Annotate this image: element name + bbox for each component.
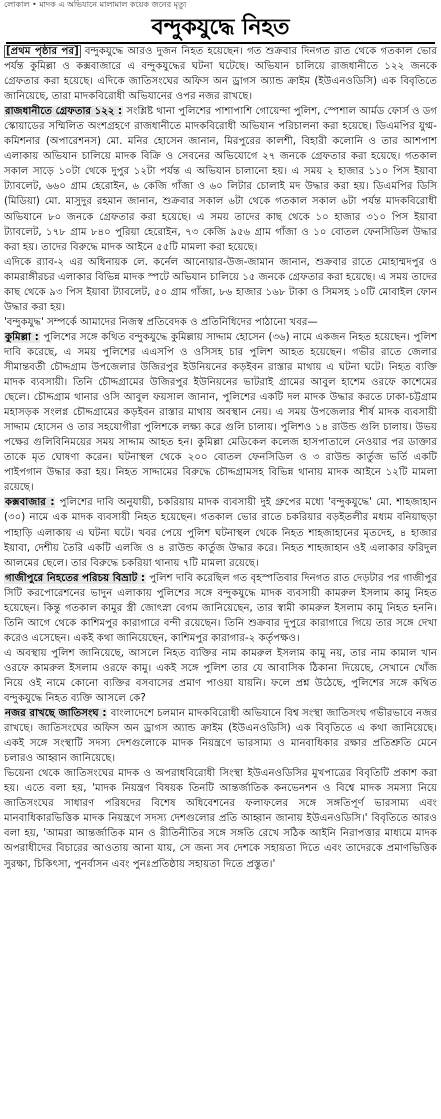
gazipur-text-2: এ অবস্থায় পুলিশ জানিয়েছে, আসলে নিহত ব্যক্তির নাম কামরুল ইসলাম কামু নয়, তার নাম কামাল খান ওরফে কামরুল ইসলাম ওরফে কামু। একই সঙ্গে পুলিশ তার যে আবাসিক ঠিকানা দিয়েছে, সেখানে খোঁজ নিয়ে ওই নামে কোনো ব্যক্তির বসবাসের প্রমাণ পাওয়া যায়নি। ফলে প্রশ্ন উঠেছে, পুলিশের সঙ্গে কথিত বন্দুকযুদ্ধে নিহত ব্যক্তি আসলে কে?	[4, 647, 437, 705]
intro-text: বন্দুকযুদ্ধে আরও দুজন নিহত হয়েছেন। গত শুক্রবার দিনগত রাত থেকে গতকাল ভোর পর্যন্ত কুমিল্লা ও কক্সবাজারে এ বন্দুকযুদ্ধের ঘটনা ঘটেছে। অভিযান চালিয়ে রাজধানীতে ১২২ জনকে গ্রেফতার করা হয়েছে। এদিকে জাতিসংঘের অফিস অন ড্রাগস অ্যান্ড ক্রাইম (ইউএনওডিসি) এক বিবৃতিতে জানিয়েছে, তারা মাদকবিরোধী অভিযানের ওপর নজর রাখছে।	[4, 46, 437, 103]
intro-paragraph	[4, 44, 437, 104]
reporters-note	[4, 315, 437, 330]
un-text-2: ভিয়েনা থেকে জাতিসংঘের মাদক ও অপরাধবিরোধী সিংস্থা ইউএনওডিসির মুখপাত্রের বিবৃতিটি প্রকাশ করা হয়। এতে বলা হয়, 'মাদক নিয়ন্ত্রণ বিষয়ক তিনটি আন্তর্জাতিক কনভেনশন ও বিশ্বে মাদক সমস্যা নিয়ে জাতিসংঘের সাধারণ পরিষদের বিশেষ অধিবেশনের ফলাফলের সঙ্গে সঙ্গতিপূর্ণ ভারসাম্য এবং মানবাধিকারভিত্তিক মাদক নিয়ন্ত্রণে সদস্য দেশগুলোর প্রতি আহ্বান জানায় ইউএনওডিসি।' বিবৃতিতে আরও বলা হয়, 'আমরা আন্তর্জাতিক মান ও রীতিনীতির সঙ্গে সঙ্গতি রেখে সঠিক আইনি নিরাপত্তার মাধ্যমে মাদক অপরাধীদের বিচারের আওতায় আনা যায়, সে জন্য সব দেশকে সহায়তা দিতে এবং তাদেরকে প্রমাণভিত্তিক সুরক্ষা, চিকিৎসা, পুনর্বাসন এবং পুনঃপ্রতিষ্ঠায় সহায়তা দিতে প্রস্তুত।'	[4, 768, 437, 870]
capital-text: সংশ্লিষ্ট থানা পুলিশের পাশাপাশি গোয়েন্দা পুলিশ, স্পেশাল আর্মড ফোর্স ও ডগ স্কোয়াডের সম্মিলিত অংশগ্রহণে রাজধানীতে মাদকবিরোধী অভিযান পরিচালনা করা হয়েছে। ডিএমপির যুগ্ম-কমিশনার (অপারেশনস) মো. মনির হোসেন জানান, মিরপুরের কালশী, বিহারী কলোনি ও তার আশপাশ এলাকায় অভিযান চালিয়ে মাদক বিক্রি ও সেবনের অভিযোগে ২৭ জনকে গ্রেফতার করা হয়েছে। গতকাল সকাল সাড়ে ১০টা থেকে দুপুর ১২টা পর্যন্ত এ অভিযান চালানো হয়। এ সময় ২ হাজার ১১০ পিস ইয়াবা ট্যাবলেট, ৬৬০ গ্রাম হেরোইন, ৬ কেজি গাঁজা ও ৬০ লিটার চোলাই মদ উদ্ধার করা হয়। ডিএমপির ডিসি (মিডিয়া) মো. মাসুদুর রহমান জানান, শুক্রবার সকাল ৬টা থেকে গতকাল সকাল ৬টা পর্যন্ত মাদকবিরোধী অভিযানে ৮০ জনকে গ্রেফতার করা হয়েছে। এ সময় তাদের কাছ থেকে ১০ হাজার ৩১০ পিস ইয়াবা ট্যাবলেট, ১৭৮ গ্রাম ৮৪০ পুরিয়া হেরোইন, ৭৩ কেজি ৯৫৬ গ্রাম গাঁজা ও ১০ বোতল ফেনসিডিল উদ্ধার করা হয়। তাদের বিরুদ্ধে মাদক আইনে ৫৫টি মামলা করা হয়েছে।	[4, 106, 437, 253]
article-body	[4, 44, 437, 1116]
comilla-text: পুলিশের সঙ্গে কথিত বন্দুকযুদ্ধে কুমিল্লায় সাদ্দাম হোসেন (৩৬) নামে একজন নিহত হয়েছেন। পুলিশ দাবি করেছে, এ সময় পুলিশের এএসপি ও ওসিসহ চার পুলিশ আহত হয়েছেন। গভীর রাতে জেলার সীমান্তবর্তী চৌদ্দগ্রাম উপজেলার উজিরপুর ইউনিয়নের কড়ইবন রাস্তার মাথায় এ ঘটনা ঘটে। নিহত ব্যক্তি মাদক ব্যবসায়ী। তিনি চৌদ্দগ্রামের উজিরপুর ইউনিয়নের ভাটরাই গ্রামের আবুল হাশেম ওরফে কাশেমের ছেলে। চৌদ্দগ্রাম থানার ওসি আবুল ফয়সাল জানান, পুলিশের একটি দল মাদক উদ্ধার করতে ঢাকা-চট্টগ্রাম মহাসড়ক সংলগ্ন চৌদ্দগ্রামের কড়ইবন রাস্তার মাথায় অবস্থান নেয়। এ সময় উপজেলার শীর্ষ মাদক ব্যবসায়ী সাদ্দাম হোসেন ও তার সহযোগীরা পুলিশকে লক্ষ্য করে গুলি চালায়। পুলিশও ১৪ রাউন্ড গুলি চালায়। উভয় পক্ষের গুলিবিনিময়ের সময় সাদ্দাম আহত হন। কুমিল্লা মেডিকেল কলেজ হাসপাতালে নেওয়ার পর ডাক্তার তাকে মৃত ঘোষণা করেন। ঘটনাস্থল থেকে ২০০ বোতল ফেনসিডিল ও ৩ রাউন্ড কার্তুজ ভর্তি একটি পাইপগান উদ্ধার করা হয়। নিহত সাদ্দামের বিরুদ্ধে চৌদ্দগ্রামসহ বিভিন্ন থানায় মাদক আইনে ১২টি মামলা রয়েছে।	[4, 331, 437, 494]
un-subhead: নজর রাখছে জাতিসংঘ :	[5, 708, 107, 720]
rab-text: এদিকে র‍্যাব-২ এর অধিনায়ক লে. কর্নেল আনোয়ার-উজ-জামান জানান, শুক্রবার রাতে মোহাম্মদপুর ও কামরাঙ্গীরচর এলাকার বিভিন্ন মাদক স্পটে অভিযান চালিয়ে ১৫ জনকে গ্রেফতার করা হয়েছে। এ সময় তাদের কাছ থেকে ৯৩ পিস ইয়াবা ট্যাবলেট, ৫০ গ্রাম গাঁজা, ৮৬ হাজার ১৬৮ টাকা ও সিমসহ ১০টি মোবাইল ফোন উদ্ধার করা হয়।	[4, 256, 437, 313]
coxsbazar-section	[4, 495, 437, 570]
un-section	[4, 706, 437, 766]
gazipur-paragraph-2	[4, 646, 437, 706]
gazipur-subhead: গাজীপুরে নিহতের পরিচয় বিভ্রাট :	[5, 572, 145, 584]
un-text: বাংলাদেশে চলমান মাদকবিরোধী অভিযানে বিশ্ব সংস্থা জাতিসংঘ গভীরভাবে নজর রাখছে। জাতিসংঘের অফিস অন ড্রাগস অ্যান্ড ক্রাইম (ইউএনওডিসি) এক বিবৃতিতে এ কথা জানিয়েছে। একই সঙ্গে সংস্থাটি সদস্য দেশগুলোকে মাদক নিয়ন্ত্রণে ভারসাম্য ও মানবাধিকার রক্ষার প্রতিশ্রুতি মেনে চলারও আহ্বান জানিয়েছে।	[4, 708, 437, 765]
reporters-note-text: 'বন্দুকযুদ্ধ' সম্পর্কে আমাদের নিজস্ব প্রতিবেদক ও প্রতিনিধিদের পাঠানো খবর—	[4, 316, 318, 328]
rab-paragraph	[4, 255, 437, 315]
coxsbazar-subhead: কক্সবাজার :	[5, 497, 55, 509]
gazipur-text: পুলিশ দাবি করেছিল গত বৃহস্পতিবার দিনগত রাত দেড়টার পর গাজীপুর সিটি করপোরেশনের ভাদুন এলাকায় পুলিশের সঙ্গে বন্দুকযুদ্ধে মাদক ব্যবসায়ী কামরুল ইসলাম কামু নিহত হয়েছেন। কিন্তু গতকাল কামুর স্ত্রী জোৎস্না বেগম জানিয়েছেন, তার স্বামী কামরুল ইসলাম কামু নিহত হননি। তিনি আগে থেকে কাশিমপুর কারাগারে বন্দী রয়েছেন। তিনি শুক্রবার দুপুরে কারাগারে গিয়ে তার সঙ্গে দেখা করেও এসেছেন। একই কথা জানিয়েছেন, কাশিমপুর কারাগার-২ কর্তৃপক্ষও।	[4, 572, 437, 644]
capital-subhead: রাজধানীতে গ্রেফতার ১২২ :	[5, 106, 123, 118]
comilla-section	[4, 330, 437, 496]
un-paragraph-2	[4, 766, 437, 871]
headline: বন্দুকযুদ্ধে নিহত	[151, 14, 290, 40]
continuation-tag: [প্রথম পৃষ্ঠার পর]	[6, 46, 79, 57]
capital-section	[4, 104, 437, 254]
coxsbazar-text: পুলিশের দাবি অনুযায়ী, চকরিয়ায় মাদক ব্যবসায়ী দুই গ্রুপের মধ্যে 'বন্দুকযুদ্ধে' মো. শাহজাহান (৩০) নামে এক মাদক ব্যবসায়ী নিহত হয়েছেন। গতকাল ভোর রাতে চকরিয়ার বড়ইতলীর মধ্যম বনিয়াছড়া পাহাড়ি এলাকায় এ ঘটনা ঘটে। খবর পেয়ে পুলিশ ঘটনাস্থল থেকে নিহত শাহজাহানের মৃতদেহ, ৪ হাজার ইয়াবা, দেশীয় তৈরি একটি এলজি ও ৪ রাউন্ড কার্তুজ উদ্ধার করে। নিহত শাহজাহান ওই এলাকার ফরিদুল আলমের ছেলে। তার বিরুদ্ধে চকরিয়া থানায় ৭টি মামলা রয়েছে।	[4, 497, 437, 569]
gazipur-section	[4, 571, 437, 646]
comilla-subhead: কুমিল্লা :	[5, 331, 39, 343]
page-header-strip: লোকাল • মাদক এ অভিযানে মালামাল কয়েক জনের মৃত্যু	[4, 0, 187, 9]
